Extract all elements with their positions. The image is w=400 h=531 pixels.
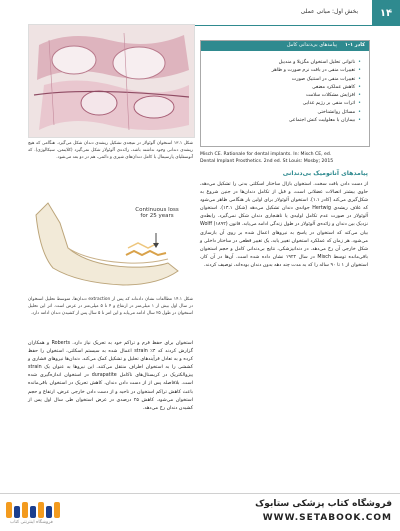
section-title: پیامدهای آناتومیک بی‌دندانی	[282, 170, 368, 177]
header-divider	[195, 25, 372, 26]
footer-url[interactable]: WWW.SETABOOK.COM	[262, 513, 392, 523]
box-header	[201, 41, 369, 51]
left-column-text	[28, 340, 193, 413]
list-item: • تغییرات منفی در بافت نرم صورت و ظاهر	[211, 67, 361, 75]
box-title: پیامدهای بی‌دندانی کامل	[286, 42, 337, 48]
list-item: • اثرات منفی بر رژیم غذایی	[211, 100, 361, 108]
box-number: کادر ۱-۱	[344, 42, 365, 48]
consequences-box	[200, 40, 370, 147]
bone-loss-label-line1: Continuous loss	[135, 207, 179, 213]
logo-subtitle: فروشگاه اینترنتی کتاب	[10, 520, 53, 525]
chapter-title: بخش اول: مبانی عملی	[300, 8, 358, 15]
bone-loss-label	[126, 207, 188, 219]
reference-line: Dental Implant Prosthetics. 2nd ed. St Louis: Mosby; 2015	[200, 159, 334, 164]
bone-loss-label-line2: for 25 years	[140, 213, 174, 219]
skull-histology-image	[28, 24, 195, 138]
body-paragraph: از دست دادن بافت سخت. استخوان بازال ساختار اسکلتی بدنی را تشکیل می‌دهد، حاوی بیشتر اتصالات عضلانی است، و قبل از تکامل دندان‌ها در جنین شروع به شکل‌گیری می‌کند (کادر ۱.۱). استخوان آلوئولار برای اولین بار هنگامی ظاهر می‌شود که غلاف ریشه‌ی Hertwig جوانه‌ی دندان تشکیل می‌دهد (شکل ۱۳.۱). استخوان آلوئولار در صورت عدم تکامل اولیه‌ی یا ناهنجاری دندان شکل نمی‌گیرد. رابطه‌ی نزدیک بین دندان و زائده‌ی آلوئولار در طول زندگی ادامه می‌یابد. قانون Wolff (۱۸۹۲) بیان می‌کند که استخوان در پاسخ به نیروهای اعمال شده بر روی آن بازسازی می‌شود. هر زمان که عملکرد استخوان تغییر یابد، یک تغییر قطعی در ساختار داخلی و شکل خارجی آن رخ می‌دهد. در دندانپزشکی، نتایج بی‌دندانی کامل و حجم استخوان باقی‌مانده توسط Misch در سال ۱۹۲۲ نشان داده شده است. آن‌ها در آن کار، استخوان از ۱ تا ۹۰ ساله را که به مدت چند دهه بدون دندان بوده‌اند، توصیف کردند.	[200, 182, 369, 268]
reference-citation	[200, 151, 368, 165]
footer-title: فروشگاه کتاب پزشکی ستابوک	[255, 499, 392, 509]
reference-line: Misch CE. Rationale for dental implants. In: Misch CE, ed.	[200, 152, 332, 157]
footer-banner	[0, 493, 400, 531]
list-item: • افزایش مشکلات سلامت	[211, 92, 361, 100]
box-list	[211, 59, 361, 125]
body-paragraph: استخوان برای حفظ فرم و تراکم خود به تحریک نیاز دارد. Roberts و همکاران گزارش کردند که ۴٪ strain اعمال شده به سیستم اسکلتی، استخوان را حفظ کرده و به تعادل فرآیندهای تحلیل و تشکیل کمک می‌کند. دندان‌ها نیروهای فشاری و کششی را به استخوان اطراف منتقل می‌کنند. این نیروها به عنوان یک strain پیزوالکتریک در کریستال‌های ناکامل durapatite در استخوان اندازه‌گیری شده است. بلافاصله پس از از دست دادن دندان، کاهش تحریک در استخوان باقی‌مانده باعث کاهش تراکم استخوان در ناحیه و از دست دادن خارجی عرض، ارتفاع و حجم استخوان می‌شود. کاهش ۲۵ درصدی در عرض استخوان طی سال اول پس از کشیدن دندان رخ می‌دهد.	[28, 341, 194, 411]
list-item: • مسائل روانشناختی	[211, 109, 361, 117]
list-item: • تغییرات منفی در استتیک صورت	[211, 76, 361, 84]
figure1-caption: شکل ۱۳.۱ استخوان آلوئولار در نتیجه‌ی تشکیل ریشه‌ی دندان شکل می‌گیرد. هنگامی که هیچ ریشه‌ی دندانی وجود نداشته باشد، زائده‌ی آلوئولار شکل نمی‌گیرد (کلاینمن، سیکالوژی). که آتوسفلیای پارسیمال با کامل دندان‌های شیری و دائمی، هم در دو بعد می‌شود.	[28, 141, 193, 161]
list-item: • کاهش عملکرد مضغی	[211, 84, 361, 92]
right-column-text	[200, 170, 368, 272]
list-item: • ناتوانی تحلیل استخوان مگزیلا و مندیبل	[211, 59, 361, 67]
mandible-bone-loss-image	[28, 193, 193, 293]
page-number: ۱۴	[372, 0, 400, 26]
page-header	[0, 0, 400, 26]
figure2-caption: شکل ۱۴.۱ مطالعات نشان داده‌اند که پس از extraction دندان‌ها، متوسط تحلیل استخوان در سال اول بیش از ۱ میلی‌متر در ارتفاع و ۴ تا ۵ میلی‌متر در عرض است. اثر این تحلیل استخوان در طول ۲۵ سال ادامه می‌یابد و این امر تا ۵ سال پس از کشیدن دندان ادامه دارد.	[28, 297, 194, 317]
list-item: • بیماران با معلولیت کنش اجتماعی	[211, 117, 361, 125]
